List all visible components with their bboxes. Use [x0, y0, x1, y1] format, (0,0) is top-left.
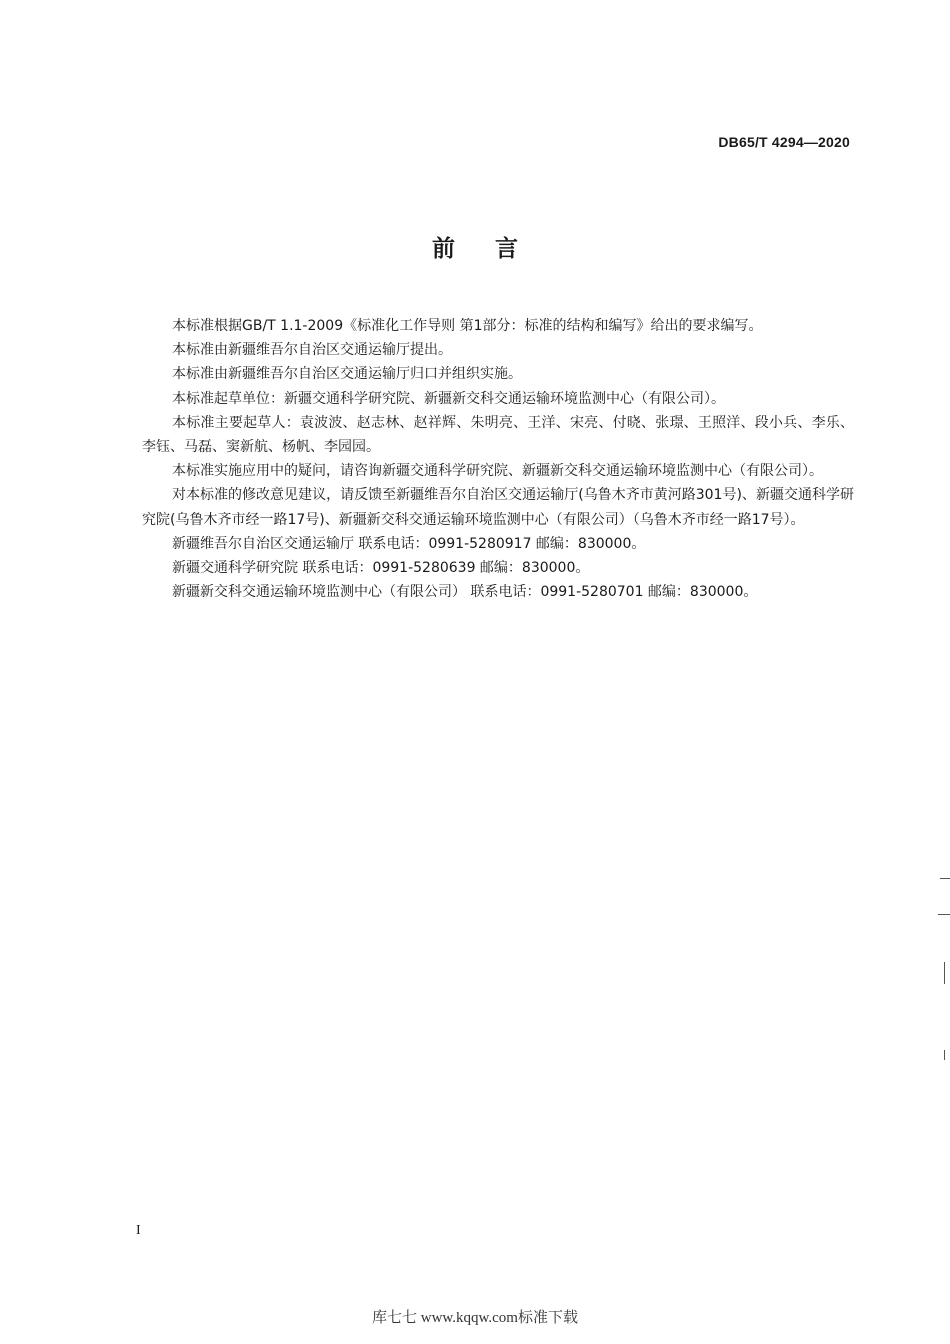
paragraph: 新疆新交科交通运输环境监测中心（有限公司） 联系电话：0991-5280701 邮编：830000。: [172, 584, 758, 601]
paragraph: 本标准由新疆维吾尔自治区交通运输厅提出。: [172, 342, 452, 359]
scan-mark: [940, 878, 950, 879]
scan-mark: [944, 1050, 945, 1060]
scan-mark: [944, 962, 945, 984]
watermark: 库七七 www.kqqw.com标准下载: [372, 1310, 578, 1326]
paragraph: 本标准由新疆维吾尔自治区交通运输厅归口并组织实施。: [172, 366, 522, 383]
page-title: 前言: [432, 236, 558, 262]
paragraph: 对本标准的修改意见建议，请反馈至新疆维吾尔自治区交通运输厅(乌鲁木齐市黄河路301号)、新疆交通科学研究院(乌鲁木齐市经一路17号)、新疆新交科交通运输环境监测中心（有限公司）（乌鲁木齐市经一路17号）。: [142, 487, 854, 528]
paragraph: 本标准主要起草人：袁波波、赵志林、赵祥辉、朱明亮、王洋、宋亮、付晓、张璟、王照洋、段小兵、李乐、李钰、马磊、窦新航、杨帆、李园园。: [142, 414, 854, 456]
paragraph: 本标准实施应用中的疑问，请咨询新疆交通科学研究院、新疆新交科交通运输环境监测中心（有限公司）。: [172, 463, 823, 480]
paragraph: 本标准起草单位：新疆交通科学研究院、新疆新交科交通运输环境监测中心（有限公司）。: [172, 390, 725, 407]
scan-mark: [938, 914, 950, 915]
document-code: DB65/T 4294—2020: [718, 134, 850, 150]
paragraph: 新疆维吾尔自治区交通运输厅 联系电话：0991-5280917 邮编：830000。: [172, 535, 646, 552]
foreword-body: [142, 314, 854, 604]
paragraph: 本标准根据GB/T 1.1-2009《标准化工作导则 第1部分：标准的结构和编写》给出的要求编写。: [172, 318, 763, 334]
page-number: I: [136, 1223, 141, 1238]
paragraph: 新疆交通科学研究院 联系电话：0991-5280639 邮编：830000。: [172, 560, 590, 577]
